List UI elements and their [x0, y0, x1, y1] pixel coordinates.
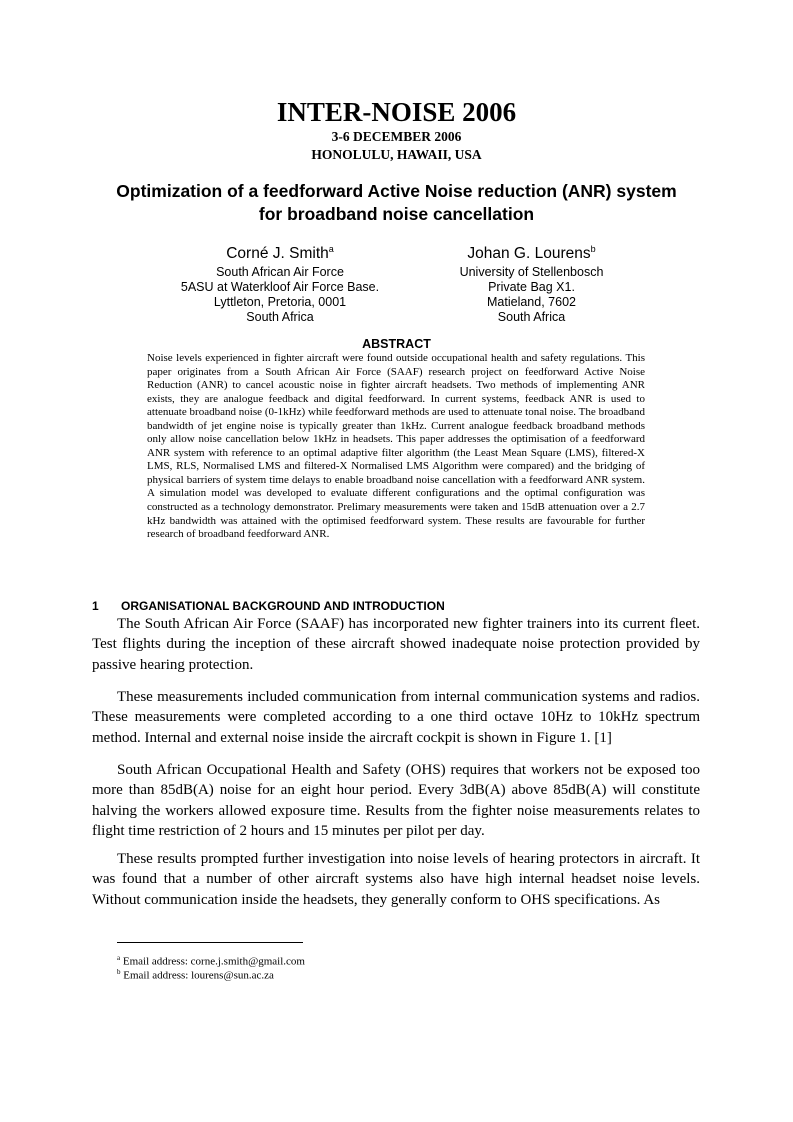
- footnote-b: [117, 965, 274, 983]
- author-block-smith: [150, 238, 410, 325]
- affiliation-line: Private Bag X1.: [488, 280, 575, 295]
- author-footnote-marker: a: [328, 244, 334, 254]
- footnote-marker: a: [117, 954, 121, 962]
- footnote-text: Email address: corne.j.smith@gmail.com: [122, 955, 305, 968]
- paper-title-line-1: Optimization of a feedforward Active Noise reduction (ANR) system: [116, 181, 677, 201]
- abstract-text: Noise levels experienced in fighter aircraft were found outside occupational health and safety regulations. This paper originates from a South African Air Force (SAAF) research project on feedforward Active Noise Reduction (ANR) to cancel acoustic noise in fighter aircraft headsets. Two methods of implementing ANR exists, they are analogue feedback and digital feedforward. In current systems, feedback ANR is used to attenuate broadband noise (0-1kHz) while feedforward methods are used to attenuate tonal noise. The broadband bandwidth of jet engine noise is typically greater than 1kHz. Current analogue feedback broadband methods only allow noise cancellation below 1kHz in headsets. This paper addresses the optimisation of a feedforward ANR system with reference to an optimal adaptive filter algorithm (the Least Mean Square (LMS), filtered-X LMS, RLS, Normalised LMS and filtered-X Normalised LMS Algorithm were compared) and the bridging of physical barriers of system time delays to enable broadband noise cancellation with a feedforward ANR system. A simulation model was developed to evaluate different configurations and the optimal configuration was constructed as a technology demonstrator. Prelimary measurements were taken and 15dB attenuation over a 2.7 kHz bandwidth was attained with the optimised feedforward system. These results are favourable for further research of broadband feedforward ANR.: [147, 352, 645, 541]
- affiliation-line: University of Stellenbosch: [459, 265, 604, 280]
- section-number: 1: [92, 599, 99, 613]
- author-name-line: [150, 238, 410, 265]
- paper-title-line-2: for broadband noise cancellation: [258, 204, 535, 224]
- author-block-lourens: [400, 238, 663, 325]
- abstract-heading: ABSTRACT: [362, 337, 431, 351]
- body-paragraph: The South African Air Force (SAAF) has incorporated new fighter trainers into its current fleet. Test flights during the inception of these aircraft showed inadequate noise protection provided by passive hearing protection.: [92, 616, 700, 673]
- affiliation-line: 5ASU at Waterkloof Air Force Base.: [180, 280, 380, 295]
- footnote-divider: [117, 942, 303, 943]
- affiliation-line: South Africa: [497, 310, 566, 325]
- affiliation-line: Matieland, 7602: [487, 295, 576, 310]
- author-footnote-marker: b: [590, 244, 596, 254]
- body-paragraph: These results prompted further investigation into noise levels of hearing protectors in aircraft. It was found that a number of other aircraft systems also have high internal headset noise levels. Without communication inside the headsets, they generally conform to OHS specifications. As: [92, 851, 700, 908]
- paper-title: [90, 180, 703, 226]
- affiliation-line: South African Air Force: [216, 265, 344, 280]
- footnote-marker: b: [117, 968, 121, 976]
- conference-title: INTER-NOISE 2006: [276, 97, 517, 127]
- author-name-line: [400, 238, 663, 265]
- conference-dates: 3-6 DECEMBER 2006: [331, 129, 462, 144]
- author-name: Corné J. Smith: [226, 245, 329, 263]
- body-paragraph: South African Occupational Health and Safety (OHS) requires that workers not be exposed too more than 85dB(A) noise for an eight hour period. Every 3dB(A) above 85dB(A) will constitute halving the workers allowed exposure time. Results from the fighter noise measurements relates to flight time restriction of 2 hours and 15 minutes per pilot per day.: [92, 762, 700, 840]
- footnote-text: Email address: lourens@sun.ac.za: [123, 969, 274, 982]
- body-paragraph: These measurements included communication from internal communication systems and radios. These measurements were completed according to a one third octave 10Hz to 10kHz spectrum method. Internal and external noise inside the aircraft cockpit is shown in Figure 1. [1]: [92, 689, 700, 746]
- conference-location: HONOLULU, HAWAII, USA: [311, 147, 482, 162]
- section-heading: [92, 598, 445, 614]
- section-title: ORGANISATIONAL BACKGROUND AND INTRODUCTION: [121, 599, 445, 613]
- affiliation-line: South Africa: [246, 310, 314, 325]
- affiliation-line: Lyttleton, Pretoria, 0001: [213, 295, 347, 310]
- author-name: Johan G. Lourens: [467, 245, 591, 263]
